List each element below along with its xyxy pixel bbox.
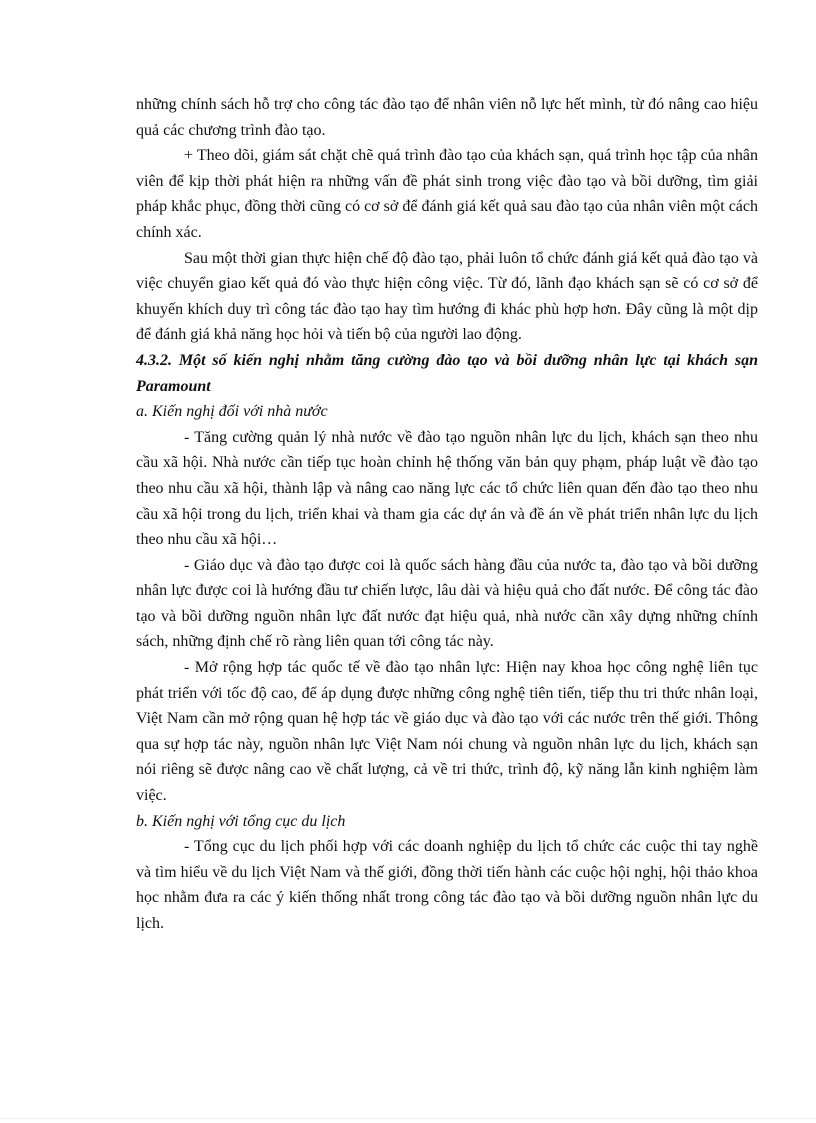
paragraph-tourism-department: - Tổng cục du lịch phối hợp với các doanh nghiệp du lịch tổ chức các cuộc thi tay nghề và tìm hiểu về du lịch Việt Nam và thế giới, đồng thời tiến hành các cuộc hội nghị, hội thảo khoa học nhằm đưa ra các ý kiến thống nhất trong công tác đào tạo và bồi dưỡng nguồn nhân lực du lịch.	[136, 838, 758, 932]
page-bottom-divider	[0, 1118, 816, 1119]
subheading-state-recommendations: a. Kiến nghị đối với nhà nước	[136, 403, 328, 421]
document-page	[136, 92, 758, 937]
paragraph-international-cooperation: - Mở rộng hợp tác quốc tế về đào tạo nhân lực: Hiện nay khoa học công nghệ liên tục phát triển với tốc độ cao, để áp dụng được những công nghệ tiên tiến, tiếp thu tri thức nhân loại, Việt Nam cần mở rộng quan hệ hợp tác về giáo dục và đào tạo với các nước trên thế giới. Thông qua sự hợp tác này, nguồn nhân lực Việt Nam nói chung và nguồn nhân lực du lịch, khách sạn nói riêng sẽ được nâng cao về chất lượng, cả về tri thức, trình độ, kỹ năng lẫn kinh nghiệm làm việc.	[136, 659, 758, 805]
paragraph-state-management: - Tăng cường quản lý nhà nước về đào tạo nguồn nhân lực du lịch, khách sạn theo nhu cầu xã hội. Nhà nước cần tiếp tục hoàn chỉnh hệ thống văn bản quy phạm, pháp luật về đào tạo theo nhu cầu xã hội, thành lập và nâng cao năng lực các tổ chức liên quan đến đào tạo theo nhu cầu xã hội trong du lịch, triển khai và tham gia các dự án và đề án về phát triển nhân lực du lịch theo nhu cầu xã hội…	[136, 428, 758, 549]
paragraph-monitor-training: + Theo dõi, giám sát chặt chẽ quá trình đào tạo của khách sạn, quá trình học tập của nhân viên để kịp thời phát hiện ra những vấn đề phát sinh trong việc đào tạo và bồi dưỡng, tìm giải pháp khắc phục, đồng thời cũng có cơ sở để đánh giá kết quả sau đào tạo của nhân viên một cách chính xác.	[136, 147, 758, 241]
paragraph-support-policies: những chính sách hỗ trợ cho công tác đào tạo để nhân viên nỗ lực hết mình, từ đó nâng cao hiệu quả các chương trình đào tạo.	[136, 96, 758, 139]
section-heading-4-3-2: 4.3.2. Một số kiến nghị nhằm tăng cường đào tạo và bồi dưỡng nhân lực tại khách sạn Paramount	[136, 351, 758, 395]
subheading-tourism-department: b. Kiến nghị với tổng cục du lịch	[136, 812, 346, 830]
paragraph-evaluate-results: Sau một thời gian thực hiện chế độ đào tạo, phải luôn tổ chức đánh giá kết quả đào tạo và việc chuyển giao kết quả đó vào thực hiện công việc. Từ đó, lãnh đạo khách sạn sẽ có cơ sở để khuyến khích duy trì công tác đào tạo hay tìm hướng đi khác phù hợp hơn. Đây cũng là một dịp để đánh giá khả năng học hỏi và tiến bộ của người lao động.	[136, 249, 758, 344]
paragraph-education-policy: - Giáo dục và đào tạo được coi là quốc sách hàng đầu của nước ta, đào tạo và bồi dưỡng nhân lực được coi là hướng đầu tư chiến lược, lâu dài và hiệu quả cho đất nước. Để công tác đào tạo và bồi dưỡng nguồn nhân lực đất nước đạt hiệu quả, nhà nước cần xây dựng những chính sách, những định chế rõ ràng liên quan tới công tác này.	[136, 556, 758, 651]
